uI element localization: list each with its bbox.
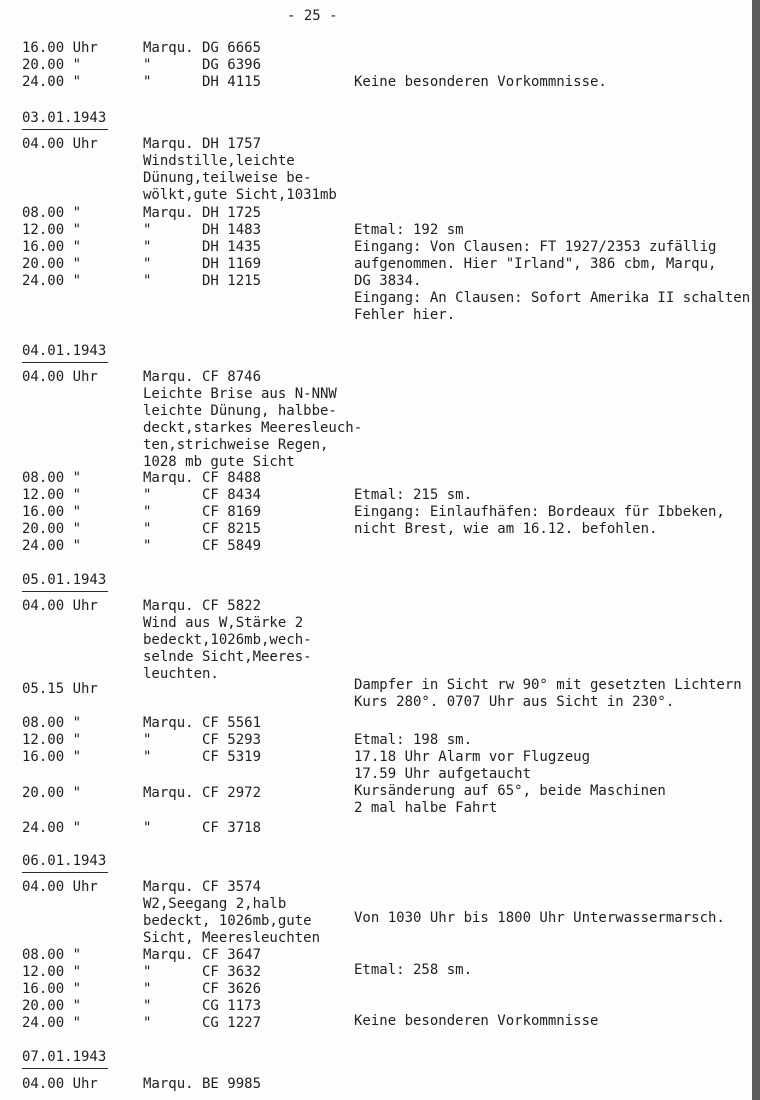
position-label: Marqu. CF 2972 [143,785,262,801]
date-underline [22,129,108,130]
weather-line: W2,Seegang 2,halb [143,896,287,912]
time-label: 24.00 " [22,273,82,289]
grid-label: DG 6396 [202,57,262,73]
time-label: 08.00 " [22,715,82,731]
weather-line: bedeckt,1026mb,wech- [143,632,312,648]
ditto-mark: " [143,981,152,997]
grid-label: CF 8169 [202,504,262,520]
position-label: Marqu. DG 6665 [143,40,262,56]
weather-line: selnde Sicht,Meeres- [143,649,312,665]
time-label: 16.00 Uhr [22,40,98,56]
date-heading: 03.01.1943 [22,110,107,126]
time-label: 12.00 " [22,732,82,748]
ditto-mark: " [143,538,152,554]
weather-line: deckt,starkes Meeresleuch- [143,420,363,436]
weather-line: wölkt,gute Sicht,1031mb [143,187,337,203]
date-heading: 06.01.1943 [22,853,107,869]
ditto-mark: " [143,487,152,503]
log-note: nicht Brest, wie am 16.12. befohlen. [354,521,658,537]
ditto-mark: " [143,222,152,238]
time-label: 04.00 Uhr [22,598,98,614]
weather-line: leuchten. [143,666,219,682]
weather-line: Marqu. CF 3574 [143,879,262,895]
weather-line: Dünung,teilweise be- [143,170,312,186]
position-label: Marqu. CF 3647 [143,947,262,963]
time-label: 08.00 " [22,947,82,963]
position-label: Marqu. DH 1725 [143,205,262,221]
log-note: aufgenommen. Hier "Irland", 386 cbm, Marqu, [354,256,717,272]
time-label: 05.15 Uhr [22,681,98,697]
log-note: Etmal: 198 sm. [354,732,473,748]
ditto-mark: " [143,504,152,520]
ditto-mark: " [143,256,152,272]
log-note: Von 1030 Uhr bis 1800 Uhr Unterwassermarsch. [354,910,725,926]
log-note: Etmal: 258 sm. [354,962,473,978]
date-underline [22,1068,108,1069]
ditto-mark: " [143,74,152,90]
weather-line: 1028 mb gute Sicht [143,454,295,470]
position-label: Marqu. BE 9985 [143,1076,262,1092]
weather-line: Windstille,leichte [143,153,295,169]
weather-line: Wind aus W,Stärke 2 [143,615,304,631]
grid-label: CF 3632 [202,964,262,980]
log-note: Fehler hier. [354,307,456,323]
log-note: Keine besonderen Vorkommnisse. [354,74,607,90]
time-label: 20.00 " [22,521,82,537]
ditto-mark: " [143,732,152,748]
grid-label: CF 8215 [202,521,262,537]
weather-line: ten,strichweise Regen, [143,437,329,453]
log-note: Eingang: Einlaufhäfen: Bordeaux für Ibbeken, [354,504,725,520]
ditto-mark: " [143,57,152,73]
weather-line: Marqu. DH 1757 [143,136,262,152]
time-label: 20.00 " [22,785,82,801]
ditto-mark: " [143,239,152,255]
log-note: 2 mal halbe Fahrt [354,800,498,816]
ditto-mark: " [143,749,152,765]
date-underline [22,362,108,363]
date-underline [22,591,108,592]
ditto-mark: " [143,1015,152,1031]
date-heading: 04.01.1943 [22,343,107,359]
weather-line: Marqu. CF 5822 [143,598,262,614]
page-number: - 25 - [287,8,338,24]
time-label: 12.00 " [22,964,82,980]
log-note: Dampfer in Sicht rw 90° mit gesetzten Lichtern [354,677,742,693]
weather-line: leichte Dünung, halbbe- [143,403,337,419]
time-label: 04.00 Uhr [22,1076,98,1092]
log-note: Etmal: 215 sm. [354,487,473,503]
weather-line: bedeckt, 1026mb,gute [143,913,312,929]
grid-label: CF 8434 [202,487,262,503]
log-note: DG 3834. [354,273,422,289]
log-note: Keine besonderen Vorkommnisse [354,1013,599,1029]
weather-line: Leichte Brise aus N-NNW [143,386,337,402]
time-label: 12.00 " [22,487,82,503]
log-note: Kursänderung auf 65°, beide Maschinen [354,783,666,799]
date-underline [22,872,108,873]
time-label: 16.00 " [22,749,82,765]
log-note: Kurs 280°. 0707 Uhr aus Sicht in 230°. [354,694,675,710]
ditto-mark: " [143,998,152,1014]
log-note: Etmal: 192 sm [354,222,464,238]
ditto-mark: " [143,273,152,289]
ditto-mark: " [143,820,152,836]
time-label: 20.00 " [22,57,82,73]
weather-line: Marqu. CF 8746 [143,369,262,385]
time-label: 16.00 " [22,981,82,997]
grid-label: CF 5849 [202,538,262,554]
time-label: 24.00 " [22,820,82,836]
time-label: 12.00 " [22,222,82,238]
grid-label: DH 1215 [202,273,262,289]
time-label: 16.00 " [22,239,82,255]
grid-label: CF 5319 [202,749,262,765]
grid-label: CF 3718 [202,820,262,836]
position-label: Marqu. CF 8488 [143,470,262,486]
date-heading: 05.01.1943 [22,572,107,588]
grid-label: DH 4115 [202,74,262,90]
grid-label: DH 1435 [202,239,262,255]
log-note: 17.18 Uhr Alarm vor Flugzeug [354,749,591,765]
time-label: 16.00 " [22,504,82,520]
position-label: Marqu. CF 5561 [143,715,262,731]
grid-label: DH 1169 [202,256,262,272]
grid-label: CG 1227 [202,1015,262,1031]
time-label: 04.00 Uhr [22,136,98,152]
time-label: 08.00 " [22,470,82,486]
time-label: 20.00 " [22,998,82,1014]
time-label: 20.00 " [22,256,82,272]
ditto-mark: " [143,521,152,537]
log-note: Eingang: Von Clausen: FT 1927/2353 zufällig [354,239,717,255]
time-label: 24.00 " [22,1015,82,1031]
date-heading: 07.01.1943 [22,1049,107,1065]
time-label: 08.00 " [22,205,82,221]
scan-edge-shadow [752,0,760,1100]
log-note: Eingang: An Clausen: Sofort Amerika II schalten [354,290,751,306]
time-label: 04.00 Uhr [22,369,98,385]
time-label: 24.00 " [22,538,82,554]
grid-label: CF 5293 [202,732,262,748]
time-label: 24.00 " [22,74,82,90]
time-label: 04.00 Uhr [22,879,98,895]
log-note: 17.59 Uhr aufgetaucht [354,766,532,782]
grid-label: CF 3626 [202,981,262,997]
grid-label: CG 1173 [202,998,262,1014]
grid-label: DH 1483 [202,222,262,238]
ditto-mark: " [143,964,152,980]
weather-line: Sicht, Meeresleuchten [143,930,321,946]
